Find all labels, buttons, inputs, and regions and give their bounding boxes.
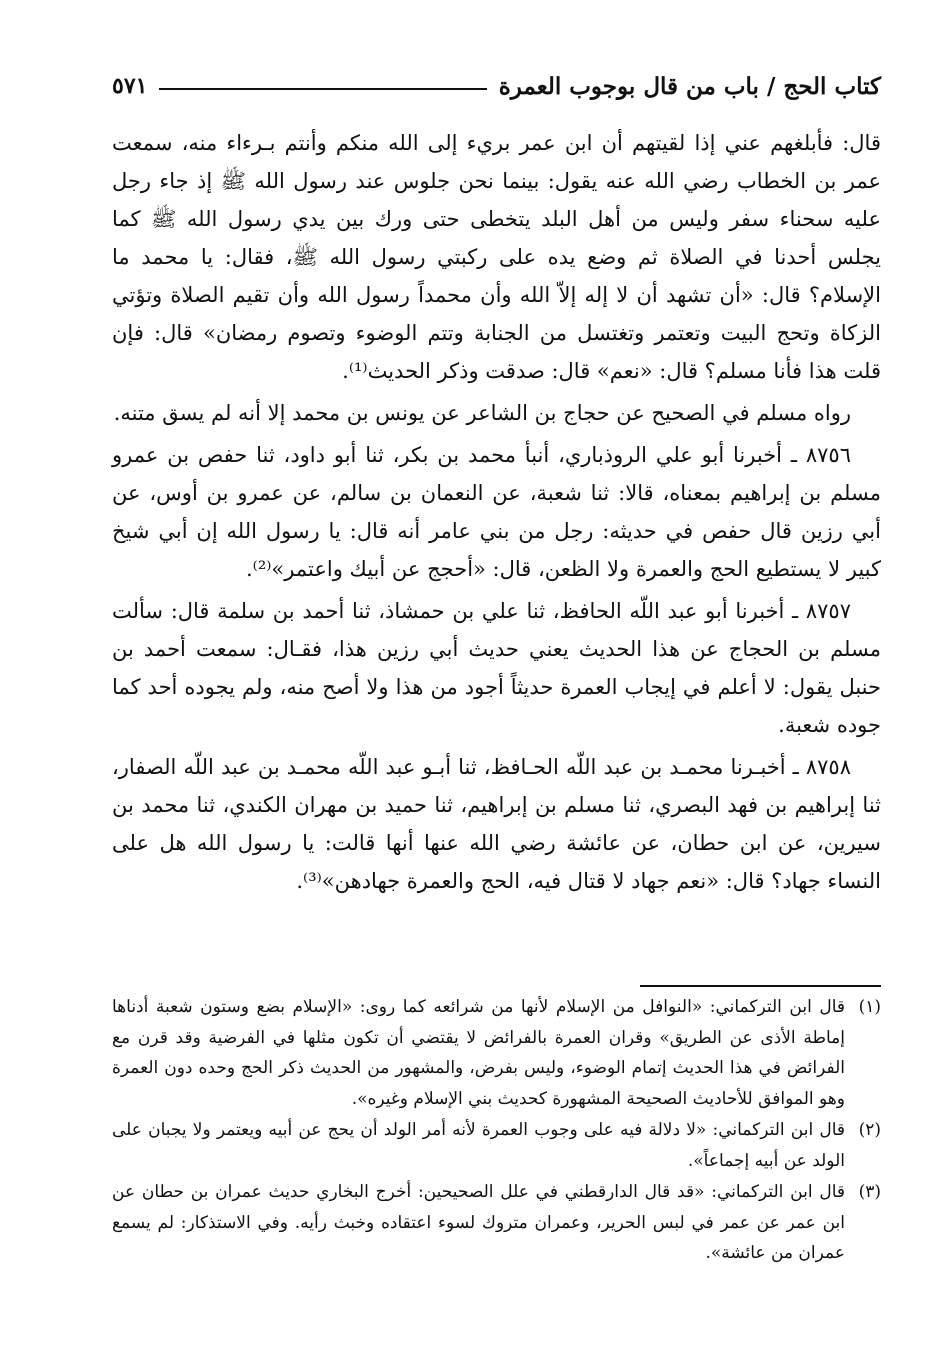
footnote-separator [640,985,881,987]
hadith-continuation: قال: فأبلغهم عني إذا لقيتهم أن ابن عمر بريء إلى الله منكم وأنتم بـرءاء منه، سمعت عمر بن الخطاب رضي الله عنه يقول: بينما نحن جلوس عند رسول الله ﷺ إذ جاء رجل عليه سحناء سفر وليس من أهل البلد يتخطى حتى ورك بين يدي رسول الله ﷺ كما يجلس أحدنا في الصلاة ثم وضع يده على ركبتي رسول الله ﷺ، فقال: يا محمد ما الإسلام؟ قال: «أن تشهد أن لا إله إلاّ الله وأن محمداً رسول الله وأن تقيم الصلاة وتؤتي الزكاة وتحج البيت وتعتمر وتغتسل من الجنابة وتتم الوضوء وتصوم رمضان» قال: فإن قلت هذا فأنا مسلم؟ قال: «نعم» قال: صدقت وذكر الحديث⁽¹⁾. [112,131,881,383]
footnote-number: (٣) [858,1182,881,1202]
footnote-text: قال ابن التركماني: «قد قال الدارقطني في علل الصحيحين: أخرج البخاري حديث عمران بن حطان عن ابن عمر عن عمر في لبس الحرير، وعمران متروك لسوء اعتقاده وخبث رأيه. وفي الاستذكار: لم يسمع عمران من عائشة». [112,1182,845,1263]
hadith-8757: ٨٧٥٧ ـ أخبرنا أبو عبد اللّه الحافظ، ثنا علي بن حمشاذ، ثنا أحمد بن سلمة قال: سألت مسلم بن الحجاج عن هذا الحديث يعني حديث أبي رزين هذا، فقـال: سمعت أحمد بن حنبل يقول: لا أعلم في إيجاب العمرة حديثاً أجود من هذا ولا أصح منه، ولم يجوده أحد كما جوده شعبة. [112,599,882,737]
page-number: ٥٧١ [112,73,148,99]
footnote-text: قال ابن التركماني: «النوافل من الإسلام لأنها من شرائعه كما روى: «الإسلام بضع وستون شعبة أدناها إماطة الأذى عن الطريق» وقران العمرة بالفرائض لا يقتضي أن تكون مثلها في الفرضية وقد قرن مع الفرائض في هذا الحديث إتمام الوضوء، وليس بفرض، والمشهور من الحديث ذكر الحج وحده دون العمرة وهو الموافق للأحاديث الصحيحة المشهورة كحديث بني الإسلام وغيره». [112,997,845,1109]
footnote-number: (١) [858,997,881,1017]
header-rule [159,88,486,90]
footnote-number: (٢) [858,1120,881,1140]
footnote-3 [112,1177,881,1269]
footnotes [112,992,881,1270]
hadith-8758: ٨٧٥٨ ـ أخبـرنا محمـد بن عبد اللّه الحـافظ، ثنا أبـو عبد اللّه محمـد بن عبد اللّه الصفار، ثنا إبراهيم بن فهد البصري، ثنا مسلم بن إبراهيم، ثنا حميد بن مهران الكندي، ثنا محمد بن سيرين، عن ابن حطان، عن عائشة رضي الله عنها أنها قالت: يا رسول الله هل على النساء جهاد؟ قال: «نعم جهاد لا قتال فيه، الحج والعمرة جهادهن»⁽³⁾. [112,755,881,893]
header-title: كتاب الحج / باب من قال بوجوب العمرة [498,72,881,100]
main-text [112,124,881,904]
running-header [112,66,881,106]
narration-note: رواه مسلم في الصحيح عن حجاج بن الشاعر عن يونس بن محمد إلا أنه لم يسق متنه. [113,401,851,425]
footnote-2 [112,1115,881,1176]
footnote-1 [112,992,881,1114]
footnote-text: قال ابن التركماني: «لا دلالة فيه على وجوب العمرة لأنه أمر الولد أن يحج عن أبيه ويعتمر ولا يجبان على الولد عن أبيه إجماعاً». [112,1120,845,1171]
hadith-8756: ٨٧٥٦ ـ أخبرنا أبو علي الروذباري، أنبأ محمد بن بكر، ثنا أبو داود، ثنا حفص بن عمرو مسلم بن إبراهيم بمعناه، قالا: ثنا شعبة، عن النعمان بن سالم، عن عمرو بن أوس، عن أبي رزين قال حفص في حديثه: رجل من بني عامر أنه قال: يا رسول الله إن أبي شيخ كبير لا يستطيع الحج والعمرة ولا الظعن، قال: «أحجج عن أبيك واعتمر»⁽²⁾. [112,443,881,581]
